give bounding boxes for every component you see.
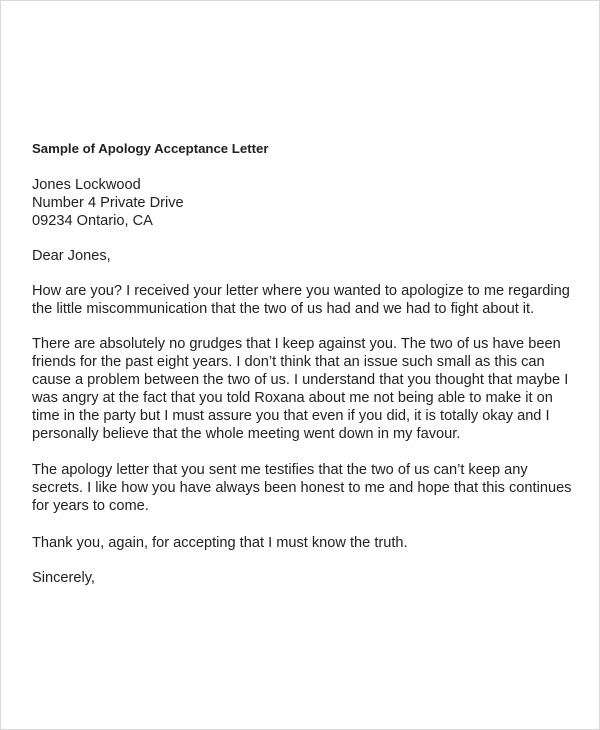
- paragraph-line: secrets. I like how you have always been honest to me and hope that this continues: [32, 480, 572, 496]
- recipient-city: 09234 Ontario, CA: [32, 213, 153, 229]
- paragraph-line: time in the party but I must assure you that even if you did, it is totally okay and I: [32, 408, 550, 424]
- closing: Sincerely,: [32, 570, 95, 586]
- paragraph-line: was angry at the fact that you told Roxana about me not being able to make it on: [32, 390, 553, 406]
- recipient-address: [32, 176, 184, 230]
- paragraph-2: [32, 335, 577, 443]
- paragraph-line: How are you? I received your letter where you wanted to apologize to me regarding: [32, 283, 570, 299]
- paragraph-3: [32, 461, 577, 515]
- salutation: Dear Jones,: [32, 248, 111, 264]
- paragraph-line: personally believe that the whole meeting went down in my favour.: [32, 426, 461, 442]
- paragraph-line: the little miscommunication that the two of us had and we had to fight about it.: [32, 301, 535, 317]
- paragraph-line: cause a problem between the two of us. I understand that you thought that maybe I: [32, 372, 569, 388]
- letter-title: Sample of Apology Acceptance Letter: [32, 141, 269, 156]
- paragraph-line: Thank you, again, for accepting that I must know the truth.: [32, 535, 408, 551]
- paragraph-line: The apology letter that you sent me testifies that the two of us can’t keep any: [32, 462, 528, 478]
- paragraph-line: There are absolutely no grudges that I keep against you. The two of us have been: [32, 336, 561, 352]
- paragraph-4: [32, 534, 577, 552]
- recipient-street: Number 4 Private Drive: [32, 195, 184, 211]
- paragraph-line: friends for the past eight years. I don’t think that an issue such small as this can: [32, 354, 545, 370]
- paragraph-1: [32, 282, 577, 318]
- paragraph-line: for years to come.: [32, 498, 149, 514]
- recipient-name: Jones Lockwood: [32, 177, 141, 193]
